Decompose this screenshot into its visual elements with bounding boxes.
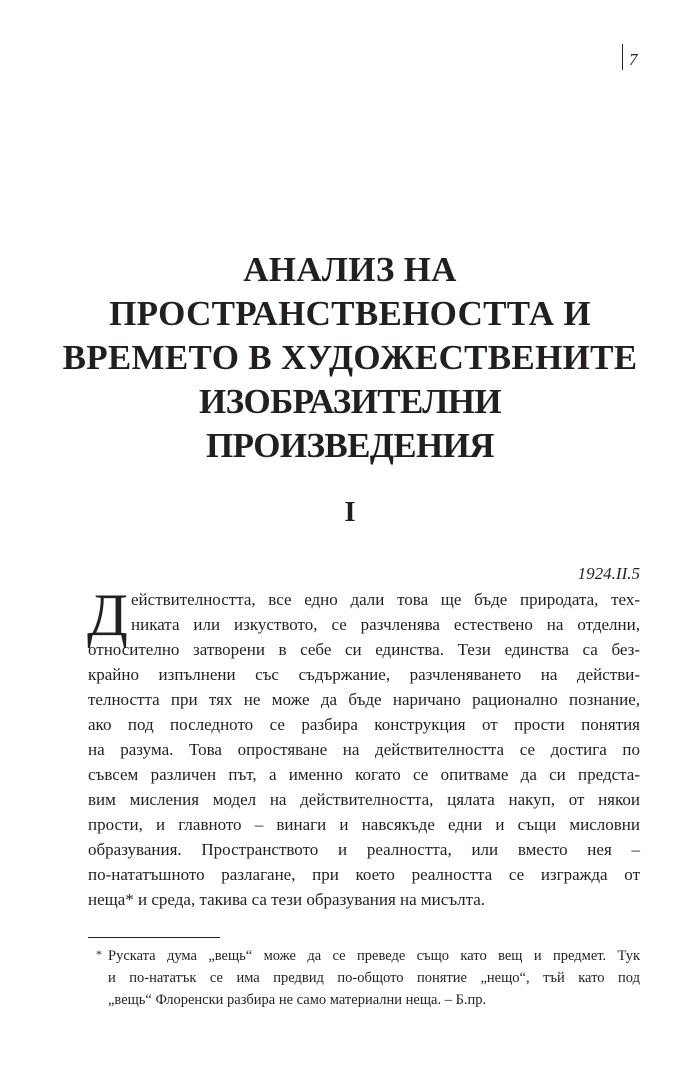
- body-line-1: ействителността, все едно дали това ще бъде природата, тех-: [131, 590, 640, 609]
- body-paragraph: [87, 582, 640, 912]
- body-line-11: образувания. Пространството и реалността, или вместо нея –: [88, 840, 640, 859]
- body-line-13: неща* и среда, такива са тези образувания на мисълта.: [88, 890, 486, 909]
- body-line-9: вим мисления модел на действителността, цялата накуп, от някои: [88, 790, 640, 809]
- chapter-title-line-4: ИЗОБРАЗИТЕЛНИ ПРОИЗВЕДЕНИЯ: [198, 382, 502, 465]
- page-header: [622, 44, 638, 70]
- body-line-8: съвсем различен път, а именно когато се опитваме да си предста-: [88, 765, 640, 784]
- body-line-4: крайно изпълнени със съдържание, разчленяването на действи-: [88, 665, 640, 684]
- footnote-marker: *: [96, 947, 102, 961]
- footnote-line-3: „вещь“ Флоренски разбира не само материални неща. – Б.пр.: [108, 992, 487, 1008]
- footnote: [96, 945, 640, 1011]
- body-line-6: ако под последното се разбира конструкция от прости понятия: [88, 715, 640, 734]
- body-line-3: относително затворени в себе си единства. Тези единства са без-: [88, 640, 640, 659]
- chapter-title-line-1: АНАЛИЗ НА: [243, 250, 457, 289]
- page-number-divider: [622, 44, 623, 70]
- body-line-12: по-нататъшното разлагане, при което реалността се изгражда от: [88, 865, 640, 884]
- body-line-5: телността при тях не може да бъде наричано рационално познание,: [88, 690, 640, 709]
- chapter-title: [60, 248, 640, 468]
- footnote-divider: [88, 937, 220, 938]
- chapter-title-line-3: ВРЕМЕТО В ХУДОЖЕСТВЕНИТЕ: [62, 338, 638, 377]
- body-line-10: прости, и главното – винаги и навсякъде едни и същи мисловни: [88, 815, 640, 834]
- section-date: 1924.II.5: [577, 564, 640, 583]
- body-line-2: никата или изкуството, се разчленява естествено на отделни,: [131, 615, 640, 634]
- footnote-line-1: Руската дума „вещь“ може да се преведе също като вещ и предмет. Тук: [108, 948, 640, 964]
- body-line-7: на разума. Това опростяване на действителността се достига по: [88, 740, 640, 759]
- drop-cap: Д: [87, 582, 128, 648]
- page-number: 7: [629, 49, 638, 69]
- section-numeral: I: [344, 496, 356, 528]
- footnote-line-2: и по-нататък се има предвид по-общото понятие „нещо“, тъй като под: [108, 970, 640, 986]
- chapter-title-line-2: ПРОСТРАНСТВЕНОСТТА И: [109, 294, 591, 333]
